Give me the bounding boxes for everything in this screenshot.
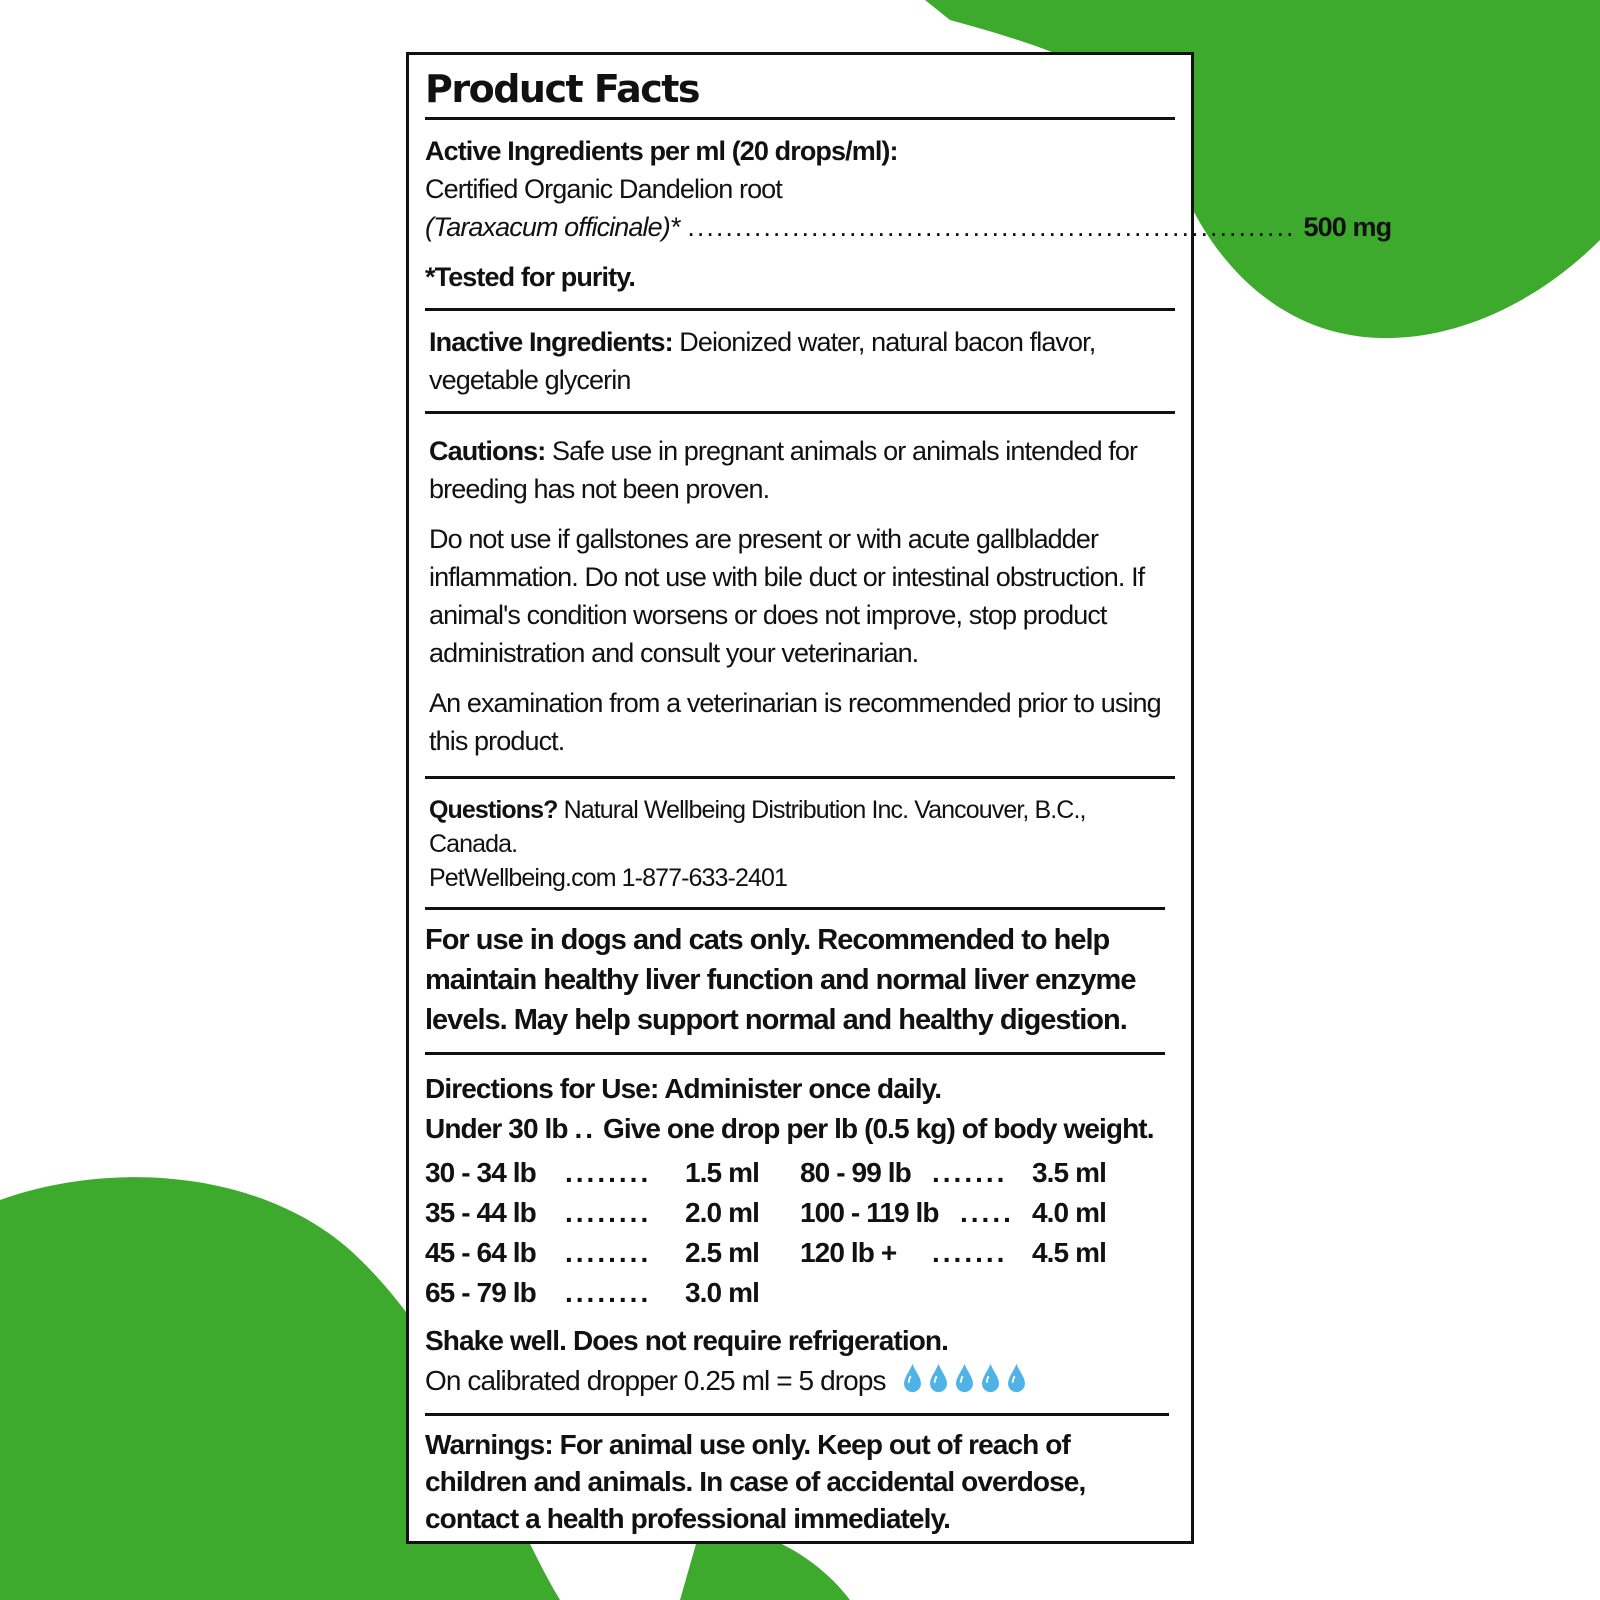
cautions-paragraph-1 xyxy=(429,432,1175,508)
dot-leader: ..... xyxy=(960,1197,1014,1228)
dosage-row xyxy=(425,1153,800,1193)
weight-range: 65 - 79 lb xyxy=(425,1277,536,1308)
five-drops-icons xyxy=(901,1362,1028,1394)
dosage-row xyxy=(425,1233,800,1273)
dot-leader: ....... xyxy=(932,1157,1008,1188)
questions-line-1 xyxy=(429,793,1175,861)
water-drop-icon xyxy=(979,1362,1002,1394)
weight-range: 120 lb + xyxy=(800,1237,897,1268)
product-facts-panel xyxy=(406,52,1392,1544)
weight-range: 100 - 119 lb xyxy=(800,1197,939,1228)
ingredient-latin-name: (Taraxacum officinale)* xyxy=(425,212,680,242)
ingredient-row xyxy=(425,208,1392,246)
ingredient-amount: 500 mg xyxy=(1303,212,1392,242)
dot-leader: ........ xyxy=(565,1237,652,1268)
dosage-column-left xyxy=(425,1153,800,1313)
cautions-section xyxy=(425,414,1175,776)
dosage-row xyxy=(800,1193,1175,1233)
dosage-table xyxy=(425,1153,1175,1313)
storage-note: Shake well. Does not require refrigeration. xyxy=(425,1325,949,1356)
dose-amount: 2.0 ml xyxy=(685,1197,759,1228)
inactive-ingredients-list: Deionized water, natural bacon flavor, vegetable glycerin xyxy=(429,327,1096,395)
dosage-column-right xyxy=(800,1153,1175,1313)
panel-title: Product Facts xyxy=(425,67,700,111)
dot-leader: ........ xyxy=(565,1157,652,1188)
warnings-label: Warnings: xyxy=(425,1429,553,1460)
inactive-ingredients-section xyxy=(425,311,1175,411)
dot-leader: ....... xyxy=(932,1237,1008,1268)
under-30-weight: Under 30 lb xyxy=(425,1113,568,1144)
dose-amount: 3.0 ml xyxy=(685,1277,759,1308)
water-drop-icon xyxy=(901,1362,924,1394)
contact-line: PetWellbeing.com 1-877-633-2401 xyxy=(429,864,787,892)
dot-leader: .. xyxy=(574,1113,597,1144)
warnings-text xyxy=(425,1426,1175,1537)
weight-range: 45 - 64 lb xyxy=(425,1237,536,1268)
under-30-instruction: Give one drop per lb (0.5 kg) of body weight. xyxy=(602,1113,1154,1144)
questions-label: Questions? xyxy=(429,796,558,824)
dropper-note xyxy=(425,1361,1175,1401)
cautions-text-1: Safe use in pregnant animals or animals intended for breeding has not been proven. xyxy=(429,436,1138,504)
warnings-section xyxy=(425,1416,1175,1537)
dot-leader: ........ xyxy=(565,1197,652,1228)
under-30-row xyxy=(425,1109,1175,1149)
dropper-text: On calibrated dropper 0.25 ml = 5 drops xyxy=(425,1365,886,1396)
water-drop-icon xyxy=(1005,1362,1028,1394)
cautions-paragraph-3: An examination from a veterinarian is recommended prior to using this product. xyxy=(429,688,1161,756)
weight-range: 80 - 99 lb xyxy=(800,1157,911,1188)
dosage-row xyxy=(800,1233,1175,1273)
dose-amount: 2.5 ml xyxy=(685,1237,759,1268)
dot-leader: ................................................................ xyxy=(687,212,1296,242)
directions-heading: Directions for Use: Administer once daily. xyxy=(425,1073,942,1104)
dosage-row xyxy=(425,1273,800,1313)
weight-range: 35 - 44 lb xyxy=(425,1197,536,1228)
water-drop-icon xyxy=(927,1362,950,1394)
dose-amount: 4.5 ml xyxy=(1032,1237,1106,1268)
dosage-row xyxy=(800,1153,1175,1193)
dose-amount: 3.5 ml xyxy=(1032,1157,1106,1188)
ingredient-name: Certified Organic Dandelion root xyxy=(425,174,782,204)
weight-range: 30 - 34 lb xyxy=(425,1157,536,1188)
dose-amount: 1.5 ml xyxy=(685,1157,759,1188)
questions-section xyxy=(425,779,1175,907)
directions-section xyxy=(425,1055,1175,1413)
cautions-paragraph-2: Do not use if gallstones are present or with acute gallbladder inflammation. Do not use with bile duct or intestinal obstruction. If animal's condition worsens or does not improve, stop product administration and consult your veterinarian. xyxy=(429,524,1145,668)
company-address: Natural Wellbeing Distribution Inc. Vancouver, B.C., Canada. xyxy=(429,796,1086,858)
product-claims: For use in dogs and cats only. Recommended to help maintain healthy liver function and normal liver enzyme levels. May help support normal and healthy digestion. xyxy=(425,924,1136,1036)
active-ingredients-section xyxy=(425,120,1392,308)
dot-leader: ........ xyxy=(565,1277,652,1308)
cautions-label: Cautions: xyxy=(429,436,546,466)
active-ingredients-heading: Active Ingredients per ml (20 drops/ml): xyxy=(425,136,898,166)
water-drop-icon xyxy=(953,1362,976,1394)
dosage-row xyxy=(425,1193,800,1233)
inactive-ingredients-label: Inactive Ingredients: xyxy=(429,327,673,357)
dose-amount: 4.0 ml xyxy=(1032,1197,1106,1228)
purity-note: *Tested for purity. xyxy=(425,262,635,292)
warnings-body: For animal use only. Keep out of reach of children and animals. In case of accidental overdose, contact a health professional immediately. xyxy=(425,1429,1086,1534)
inactive-ingredients-text xyxy=(429,323,1175,399)
